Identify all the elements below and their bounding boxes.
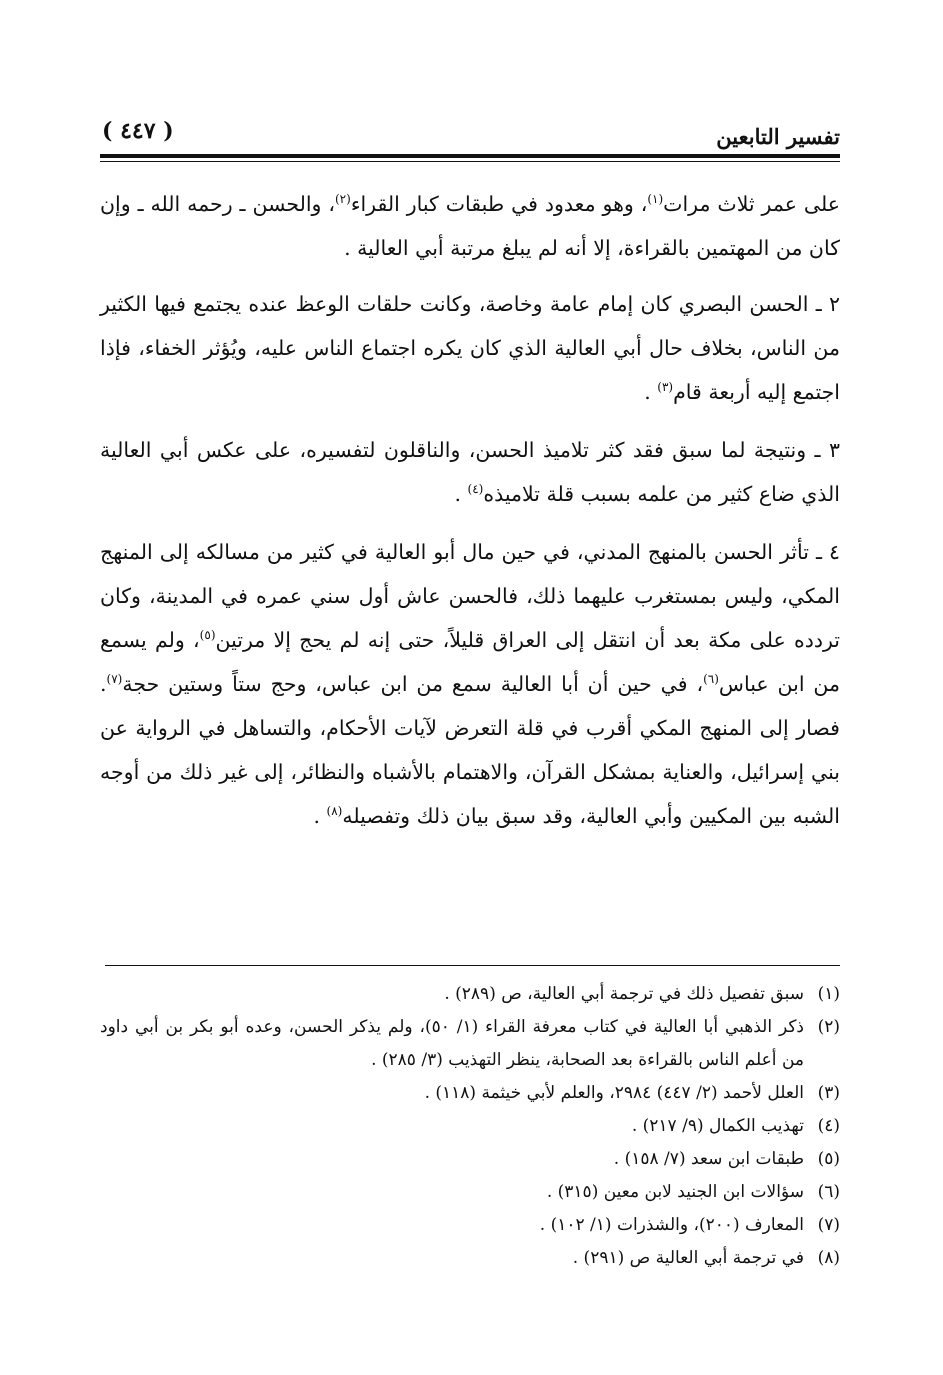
paragraph-continuation: على عمر ثلاث مرات$^{(١)}$، وهو معدود في طبقات كبار القراء$^{(٢)}$، والحسن ـ رحمه الله ـ وإن كان من المهتمين بالقراءة، إلا أنه لم يبلغ مرتبة أبي العالية .: [100, 192, 840, 260]
footnote-ref-4: (٤): [467, 482, 484, 497]
footnote-ref-3: (٣): [657, 380, 674, 395]
footnote: [100, 978, 840, 1011]
footnote-text: المعارف (٢٠٠)، والشذرات (١/ ١٠٢) .: [539, 1215, 804, 1235]
paragraph-point-2: ٢ ـ الحسن البصري كان إمام عامة وخاصة، وكانت حلقات الوعظ عنده يجتمع فيها الكثير من الناس، بخلاف حال أبي العالية الذي كان يكره اجتماع الناس عليه، ويُؤثر الخفاء، فإذا اجتمع إليه أربعة قام$^{(٣)}$ .: [100, 292, 840, 404]
footnotes: [100, 978, 840, 1275]
footnote-text: طبقات ابن سعد (٧/ ١٥٨) .: [613, 1149, 804, 1169]
footnote-number: (٦): [817, 1182, 840, 1202]
footnote-number: (٥): [817, 1149, 840, 1169]
footnote-number: (٢): [817, 1017, 840, 1037]
footnote: [100, 1242, 840, 1275]
footnote-ref-8: (٨): [326, 804, 343, 819]
footnote-ref-7: (٧): [106, 672, 123, 687]
footnote: [100, 1110, 840, 1143]
footnote-text: سبق تفصيل ذلك في ترجمة أبي العالية، ص (٢٨٩) .: [444, 984, 804, 1004]
footnote-ref-2: (٢): [334, 192, 351, 207]
footnote-separator: [105, 965, 840, 966]
header-rule-thin: [100, 161, 840, 162]
footnote-number: (٨): [817, 1248, 840, 1268]
footnote: [100, 1176, 840, 1209]
footnote-ref-6: (٦): [703, 672, 719, 687]
main-text: [100, 182, 840, 852]
footnote-number: (٧): [817, 1215, 840, 1235]
header-rule-thick: [100, 154, 840, 158]
footnote: [100, 1143, 840, 1176]
running-header: [100, 110, 840, 152]
footnote-text: العلل لأحمد (٢/ ٤٤٧) ٢٩٨٤، والعلم لأبي خيثمة (١١٨) .: [424, 1083, 804, 1103]
footnote-number: (١): [817, 984, 840, 1004]
footnote-text: ذكر الذهبي أبا العالية في كتاب معرفة القراء (١/ ٥٠)، ولم يذكر الحسن، وعده أبو بكر بن أبي داود من أعلم الناس بالقراءة بعد الصحابة، ينظر التهذيب (٣/ ٢٨٥) .: [100, 1017, 804, 1070]
footnote: [100, 1209, 840, 1242]
footnote: [100, 1011, 840, 1077]
footnote: [100, 1077, 840, 1110]
footnote-number: (٤): [817, 1116, 840, 1136]
book-page: [100, 110, 840, 1330]
footnote-number: (٣): [817, 1083, 840, 1103]
footnote-text: في ترجمة أبي العالية ص (٢٩١) .: [572, 1248, 804, 1268]
page-number: ( ٤٤٧ ): [102, 118, 174, 144]
footnote-text: تهذيب الكمال (٩/ ٢١٧) .: [631, 1116, 804, 1136]
footnote-text: سؤالات ابن الجنيد لابن معين (٣١٥) .: [546, 1182, 804, 1202]
paragraph-point-3: ٣ ـ ونتيجة لما سبق فقد كثر تلاميذ الحسن، والناقلون لتفسيره، على عكس أبي العالية الذي ضاع كثير من علمه بسبب قلة تلاميذه$^{(٤)}$ .: [100, 438, 840, 506]
footnote-ref-5: (٥): [199, 628, 216, 643]
footnote-ref-1: (١): [647, 192, 664, 207]
running-title: تفسير التابعين: [716, 124, 840, 149]
paragraph-point-4: ٤ ـ تأثر الحسن بالمنهج المدني، في حين مال أبو العالية في كثير من مسالكه إلى المنهج المكي، وليس بمستغرب عليهما ذلك، فالحسن عاش أول سني عمره في المدينة، وكان تردده على مكة بعد أن انتقل إلى العراق قليلاً، حتى إنه لم يحج إلا مرتين$^{(٥)}$، ولم يسمع من ابن عباس$^{(٦)}$، في حين أن أبا العالية سمع من ابن عباس، وحج ستاً وستين حجة$^{(٧)}$. فصار إلى المنهج المكي أقرب في قلة التعرض لآيات الأحكام، والتساهل في الرواية عن بني إسرائيل، والعناية بمشكل القرآن، والاهتمام بالأشباه والنظائر، إلى غير ذلك من أوجه الشبه بين المكيين وأبي العالية، وقد سبق بيان ذلك وتفصيله$^{(٨)}$ .: [100, 540, 840, 828]
